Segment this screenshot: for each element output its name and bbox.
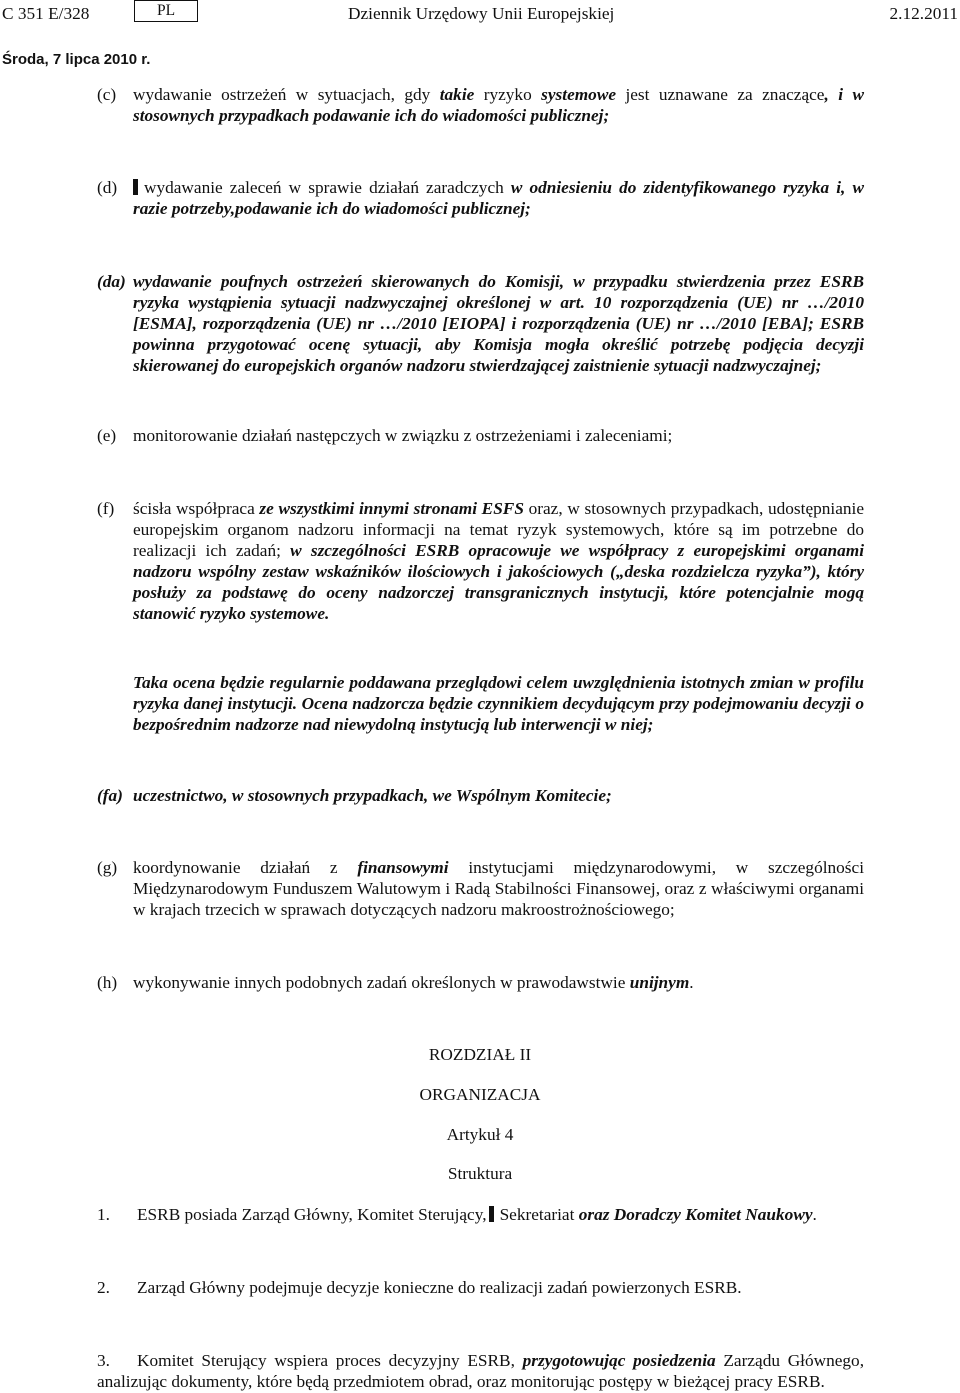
page-reference: C 351 E/328 <box>2 4 90 23</box>
item-label: (da) <box>97 272 126 291</box>
language-badge: PL <box>134 0 198 22</box>
item-text: wykonywanie innych podobnych zadań określonych w prawodawstwie unijnym. <box>133 973 694 992</box>
paragraph-2 <box>97 1277 864 1298</box>
paragraph-text: Zarząd Główny podejmuje decyzje konieczne do realizacji zadań powierzonych ESRB. <box>137 1278 742 1297</box>
item-label: (fa) <box>97 786 123 805</box>
article-title: Struktura <box>447 1164 513 1183</box>
item-label: (g) <box>97 858 118 877</box>
journal-title: Dziennik Urzędowy Unii Europejskiej <box>348 4 615 23</box>
item-label: (e) <box>97 426 117 445</box>
item-label: (d) <box>97 178 118 197</box>
amendment-bar-icon <box>133 179 138 195</box>
paragraph-text: ESRB posiada Zarząd Główny, Komitet Sterujący, Sekretariat oraz Doradczy Komitet Naukowy. <box>137 1205 817 1224</box>
item-text: uczestnictwo, w stosownych przypadkach, we Wspólnym Komitecie; <box>133 786 612 805</box>
list-item-g <box>97 857 864 920</box>
paragraph-text: 3. Komitet Sterujący wspiera proces decyzyjny ESRB, przygotowując posiedzenia Zarządu Głównego, analizując dokumenty, które będą przedmiotem obrad, oraz monitorując postępy w bieżącej pracy ESRB. <box>97 1351 865 1391</box>
item-text-continued: Taka ocena będzie regularnie poddawana przeglądowi celem uwzględnienia istotnych zmian w profilu ryzyka danej instytucji. Ocena nadzorcza będzie czynnikiem decydującym przy podejmowaniu decyzji o bezpośrednim nadzorze nad niewydolną instytucją lub interwencji w niej; <box>133 673 864 734</box>
item-label: (h) <box>97 973 118 992</box>
paragraph-3 <box>97 1350 864 1392</box>
sitting-date: Środa, 7 lipca 2010 r. <box>2 51 151 68</box>
article-number: Artykuł 4 <box>446 1125 514 1144</box>
list-item-d <box>97 177 864 219</box>
chapter-title: ROZDZIAŁ II <box>428 1045 532 1064</box>
list-item-da <box>97 271 864 376</box>
item-text: koordynowanie działań z finansowymi instytucjami międzynarodowymi, w szczególności Międzynarodowym Funduszem Walutowym i Radą Stabilności Finansowej, oraz z właściwymi organami w krajach trzecich w sprawach dotyczących nadzoru makroostrożnościowego; <box>133 858 864 919</box>
list-item-fa <box>97 785 864 806</box>
paragraph-1 <box>97 1204 864 1225</box>
list-item-h <box>97 972 864 993</box>
chapter-subtitle: ORGANIZACJA <box>419 1085 541 1104</box>
item-label: (f) <box>97 499 115 518</box>
amendment-bar-icon <box>489 1206 494 1222</box>
list-item-e <box>97 425 864 446</box>
list-item-f <box>97 498 864 735</box>
item-text: monitorowanie działań następczych w związku z ostrzeżeniami i zaleceniami; <box>133 426 673 445</box>
item-label: (c) <box>97 85 117 104</box>
paragraph-label: 3. <box>97 1351 110 1370</box>
paragraph-label: 2. <box>97 1278 110 1297</box>
item-text: wydawanie zaleceń w sprawie działań zaradczych w odniesieniu do zidentyfikowanego ryzyka i, w razie potrzeby,podawanie ich do wiadomości publicznej; <box>133 178 864 218</box>
item-text: ścisła współpraca ze wszystkimi innymi stronami ESFS oraz, w stosownych przypadkach, udostępnianie europejskim organom nadzoru informacji na temat ryzyk systemowych, które są im potrzebne do realizacji ich zadań; w szczególności ESRB opracowuje we współpracy z europejskimi organami nadzoru wspólny zestaw wskaźników ilościowych i jakościowych („deska rozdzielcza ryzyka”), który posłuży za podstawę do oceny nadzorczej transgranicznych instytucji, które potencjalnie mogą stanowić ryzyko systemowe. <box>133 499 864 623</box>
list-item-c <box>97 84 864 126</box>
item-text: wydawanie ostrzeżeń w sytuacjach, gdy takie ryzyko systemowe jest uznawane za znaczące, i w stosownych przypadkach podawanie ich do wiadomości publicznej; <box>133 85 864 125</box>
item-text: wydawanie poufnych ostrzeżeń skierowanych do Komisji, w przypadku stwierdzenia przez ESRB ryzyka wystąpienia sytuacji nadzwyczajnej określonej w art. 10 rozporządzenia (UE) nr …/2010 [ESMA], rozporządzenia (UE) nr …/2010 [EIOPA] i rozporządzenia (UE) nr …/2010 [EBA]; ESRB powinna przygotować ocenę sytuacji, aby Komisja mogła określić potrzebę podjęcia decyzji skierowanej do europejskich organów nadzoru stwierdzającej zaistnienie sytuacji nadzwyczajnej; <box>133 272 864 375</box>
issue-date: 2.12.2011 <box>889 4 958 23</box>
paragraph-label: 1. <box>97 1205 110 1224</box>
